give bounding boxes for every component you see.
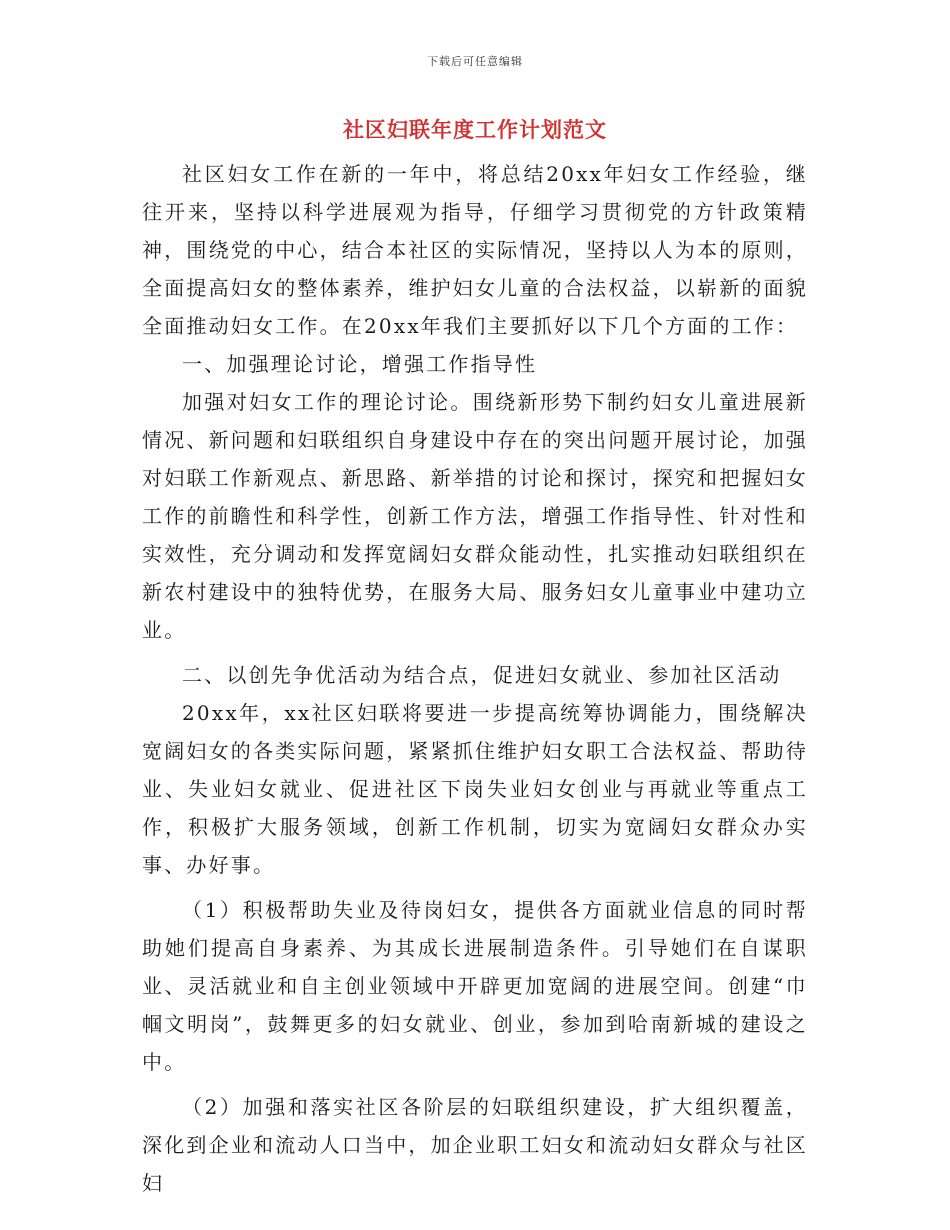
section-heading-1: 一、加强理论讨论，增强工作指导性 — [182, 352, 538, 376]
paragraph-section-1: 加强对妇女工作的理论讨论。围绕新形势下制约妇女儿童进展新情况、新问题和妇联组织自身建设中存在的突出问题开展讨论，加强对妇联工作新观点、新思路、新举措的讨论和探讨，探究和把握妇女工作的前瞻性和科学性，创新工作方法，增强工作指导性、针对性和实效性，充分调动和发挥宽阔妇女群众能动性，扎实推动妇联组织在新农村建设中的独特优势，在服务大局、服务妇女儿童事业中建功立业。 — [142, 390, 808, 642]
header-note: 下载后可任意编辑 — [427, 55, 523, 68]
paragraph-item-1: （1）积极帮助失业及待岗妇女，提供各方面就业信息的同时帮助她们提高自身素养、为其成长进展制造条件。引导她们在自谋职业、灵活就业和自主创业领域中开辟更加宽阔的进展空间。创建“巾帼文明岗”，鼓舞更多的妇女就业、创业，参加到哈南新城的建设之中。 — [142, 898, 808, 1074]
paragraph-intro: 社区妇女工作在新的一年中，将总结20xx年妇女工作经验，继往开来，坚持以科学进展观为指导，仔细学习贯彻党的方针政策精神，围绕党的中心，结合本社区的实际情况，坚持以人为本的原则，全面提高妇女的整体素养，维护妇女儿童的合法权益，以崭新的面貌全面推动妇女工作。在20xx年我们主要抓好以下几个方面的工作： — [142, 162, 808, 338]
paragraph-section-2: 20xx年，xx社区妇联将要进一步提高统筹协调能力，围绕解决宽阔妇女的各类实际问题，紧紧抓住维护妇女职工合法权益、帮助待业、失业妇女就业、促进社区下岗失业妇女创业与再就业等重点工作，积极扩大服务领域，创新工作机制，切实为宽阔妇女群众办实事、办好事。 — [142, 701, 808, 877]
paragraph-item-2: （2）加强和落实社区各阶层的妇联组织建设，扩大组织覆盖，深化到企业和流动人口当中，加企业职工妇女和流动妇女群众与社区妇 — [142, 1095, 808, 1195]
document-title: 社区妇联年度工作计划范文 — [343, 117, 607, 142]
section-heading-2: 二、以创先争优活动为结合点，促进妇女就业、参加社区活动 — [182, 663, 782, 687]
document-body — [142, 155, 808, 1202]
